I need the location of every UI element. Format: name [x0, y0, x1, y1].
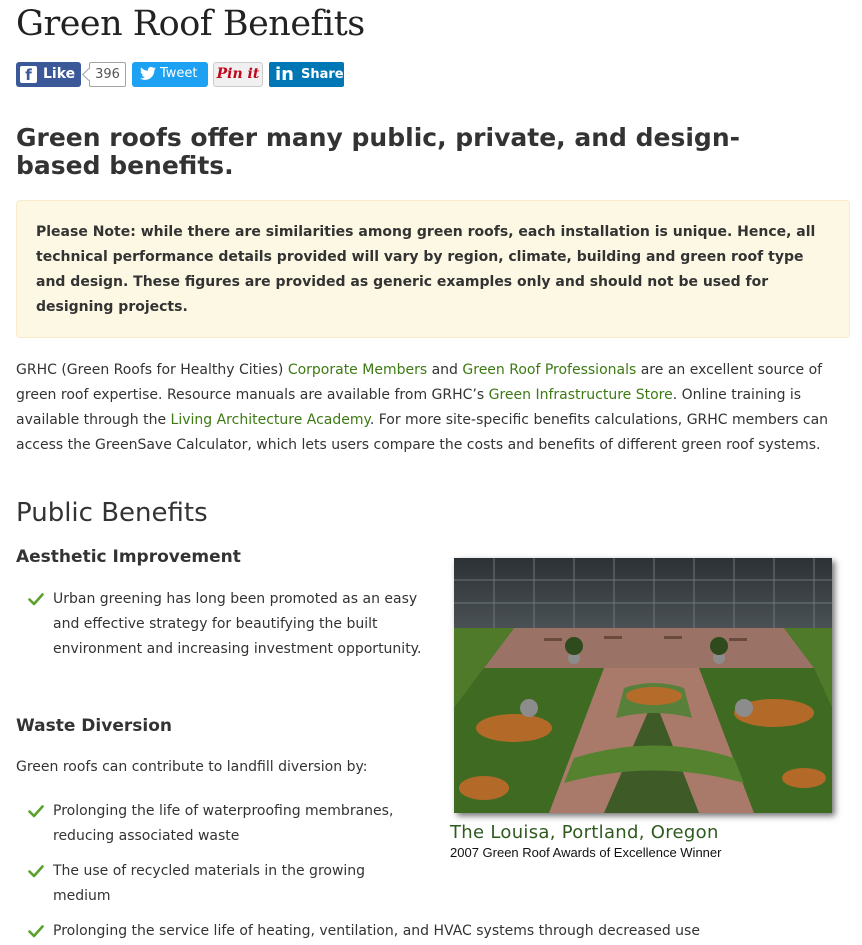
list-item	[16, 859, 426, 909]
list-item-text: The use of recycled materials in the growing medium	[53, 863, 366, 904]
waste-diversion-heading: Waste Diversion	[16, 716, 172, 736]
checkmark-icon	[28, 591, 44, 607]
list-item	[16, 799, 426, 849]
corporate-members-link[interactable]: Corporate Members	[287, 362, 428, 378]
linkedin-share-button[interactable]	[269, 62, 344, 87]
page-title: Green Roof Benefits	[16, 4, 365, 44]
aesthetic-improvement-heading: Aesthetic Improvement	[16, 547, 241, 567]
tweet-label: Tweet	[160, 66, 198, 81]
intro-text: GRHC (Green Roofs for Healthy Cities)	[16, 362, 288, 378]
page-subtitle: Green roofs offer many public, private, and design-based benefits.	[16, 123, 740, 180]
intro-paragraph	[16, 358, 852, 458]
list-item-text: Urban greening has long been promoted as an easy and effective strategy for beautifying the built environment and increasing investment opportunity.	[53, 591, 422, 657]
green-roof-professionals-link[interactable]: Green Roof Professionals	[462, 362, 637, 378]
like-label: Like	[43, 66, 76, 82]
list-item-text: Prolonging the life of waterproofing membranes, reducing associated waste	[53, 803, 394, 844]
checkmark-icon	[28, 803, 44, 819]
share-label: Share	[301, 67, 344, 82]
list-item	[16, 587, 446, 662]
linkedin-icon: in	[275, 64, 294, 85]
public-benefits-heading: Public Benefits	[16, 498, 208, 528]
note-box: Please Note: while there are similarities among green roofs, each installation is unique. Hence, all technical performance details provided will vary by region, climate, building and green roof type and design. These figures are provided as generic examples only and should not be used for designing projects.	[16, 200, 850, 338]
twitter-icon	[140, 66, 156, 81]
photo-caption-subtitle: 2007 Green Roof Awards of Excellence Winner	[450, 845, 722, 860]
photo-caption-title: The Louisa, Portland, Oregon	[450, 822, 719, 843]
waste-lead-text: Green roofs can contribute to landfill diversion by:	[16, 759, 368, 775]
like-count: 396	[89, 62, 126, 87]
facebook-icon: f	[20, 66, 37, 83]
intro-text: . Online training is available through the	[16, 387, 802, 428]
intro-text: are an excellent source of green roof expertise. Resource manuals are available from GRHC’s	[16, 362, 823, 403]
green-infrastructure-store-link[interactable]: Green Infrastructure Store	[488, 387, 673, 403]
intro-text: and	[427, 362, 463, 378]
tweet-button[interactable]	[132, 62, 208, 87]
list-item	[16, 919, 852, 944]
green-roof-photo	[454, 558, 832, 813]
checkmark-icon	[28, 863, 44, 879]
checkmark-icon	[28, 923, 44, 939]
intro-text: . For more site-specific benefits calculations, GRHC members can access the GreenSave Calculator, which lets users compare the costs and benefits of different green roof systems.	[16, 412, 829, 453]
facebook-like-button[interactable]	[16, 62, 81, 87]
list-item-text: Prolonging the service life of heating, ventilation, and HVAC systems through decreased use	[53, 923, 700, 939]
pinterest-pin-button[interactable]: Pin it	[213, 62, 263, 87]
photo-illustration	[454, 558, 832, 813]
living-architecture-academy-link[interactable]: Living Architecture Academy	[170, 412, 370, 428]
